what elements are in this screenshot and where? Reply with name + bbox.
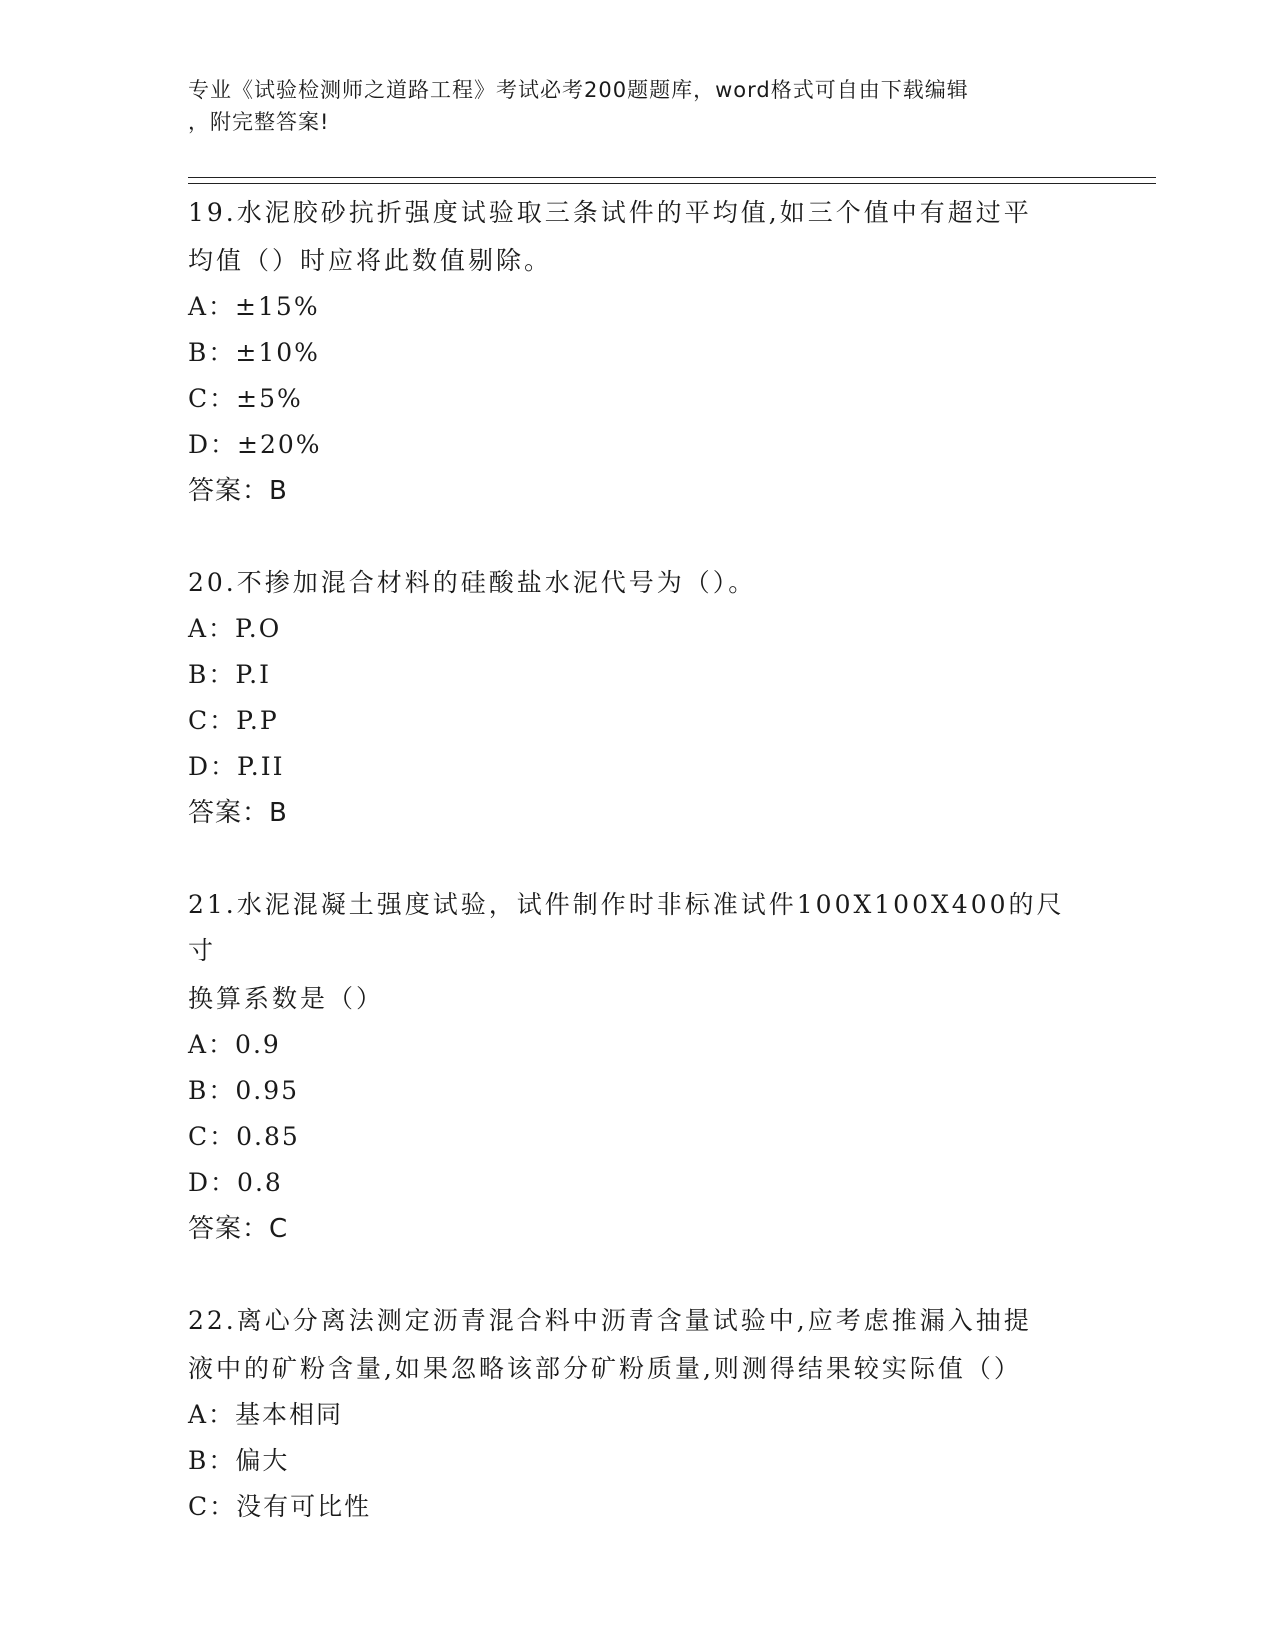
question-list — [188, 188, 1088, 1530]
question-stem-line: 换算系数是（） — [188, 984, 385, 1013]
document-header — [188, 74, 1068, 138]
option-a: A：P.O — [188, 614, 282, 643]
header-divider-top — [188, 177, 1156, 178]
question-stem-line: 均值（）时应将此数值剔除。 — [188, 246, 553, 275]
option-d: D：P.II — [188, 752, 285, 781]
header-divider-bottom — [188, 183, 1156, 184]
option-d: D：±20% — [188, 430, 322, 459]
option-b: B：0.95 — [188, 1076, 300, 1105]
option-a: A：0.9 — [188, 1030, 281, 1059]
question-spacer — [188, 1252, 1088, 1296]
question-21 — [188, 880, 1088, 1252]
option-a: A：±15% — [188, 292, 320, 321]
option-a: A：基本相同 — [188, 1400, 344, 1429]
answer: 答案：B — [188, 476, 288, 506]
option-c: C：P.P — [188, 706, 279, 735]
question-stem-line: 22.离心分离法测定沥青混合料中沥青含量试验中,应考虑推漏入抽提 — [188, 1306, 1032, 1335]
option-b: B：P.I — [188, 660, 271, 689]
question-19 — [188, 188, 1088, 514]
question-spacer — [188, 836, 1088, 880]
option-b: B：±10% — [188, 338, 320, 367]
question-20 — [188, 558, 1088, 836]
option-b: B：偏大 — [188, 1446, 290, 1475]
answer: 答案：B — [188, 798, 288, 828]
question-stem-line: 19.水泥胶砂抗折强度试验取三条试件的平均值,如三个值中有超过平 — [188, 198, 1032, 227]
header-line-1: 专业《试验检测师之道路工程》考试必考200题题库，word格式可自由下载编辑 — [188, 78, 969, 102]
question-spacer — [188, 514, 1088, 558]
question-stem-line: 20.不掺加混合材料的硅酸盐水泥代号为（）。 — [188, 568, 757, 597]
question-stem-line: 21.水泥混凝土强度试验，试件制作时非标准试件100X100X400的尺寸 — [188, 890, 1065, 965]
option-c: C：±5% — [188, 384, 303, 413]
question-22 — [188, 1296, 1088, 1530]
question-stem-line: 液中的矿粉含量,如果忽略该部分矿粉质量,则测得结果较实际值（） — [188, 1354, 1022, 1383]
option-c: C：没有可比性 — [188, 1492, 372, 1521]
option-d: D：0.8 — [188, 1168, 283, 1197]
option-c: C：0.85 — [188, 1122, 300, 1151]
header-line-2: ，附完整答案! — [188, 110, 330, 134]
answer: 答案：C — [188, 1214, 289, 1244]
